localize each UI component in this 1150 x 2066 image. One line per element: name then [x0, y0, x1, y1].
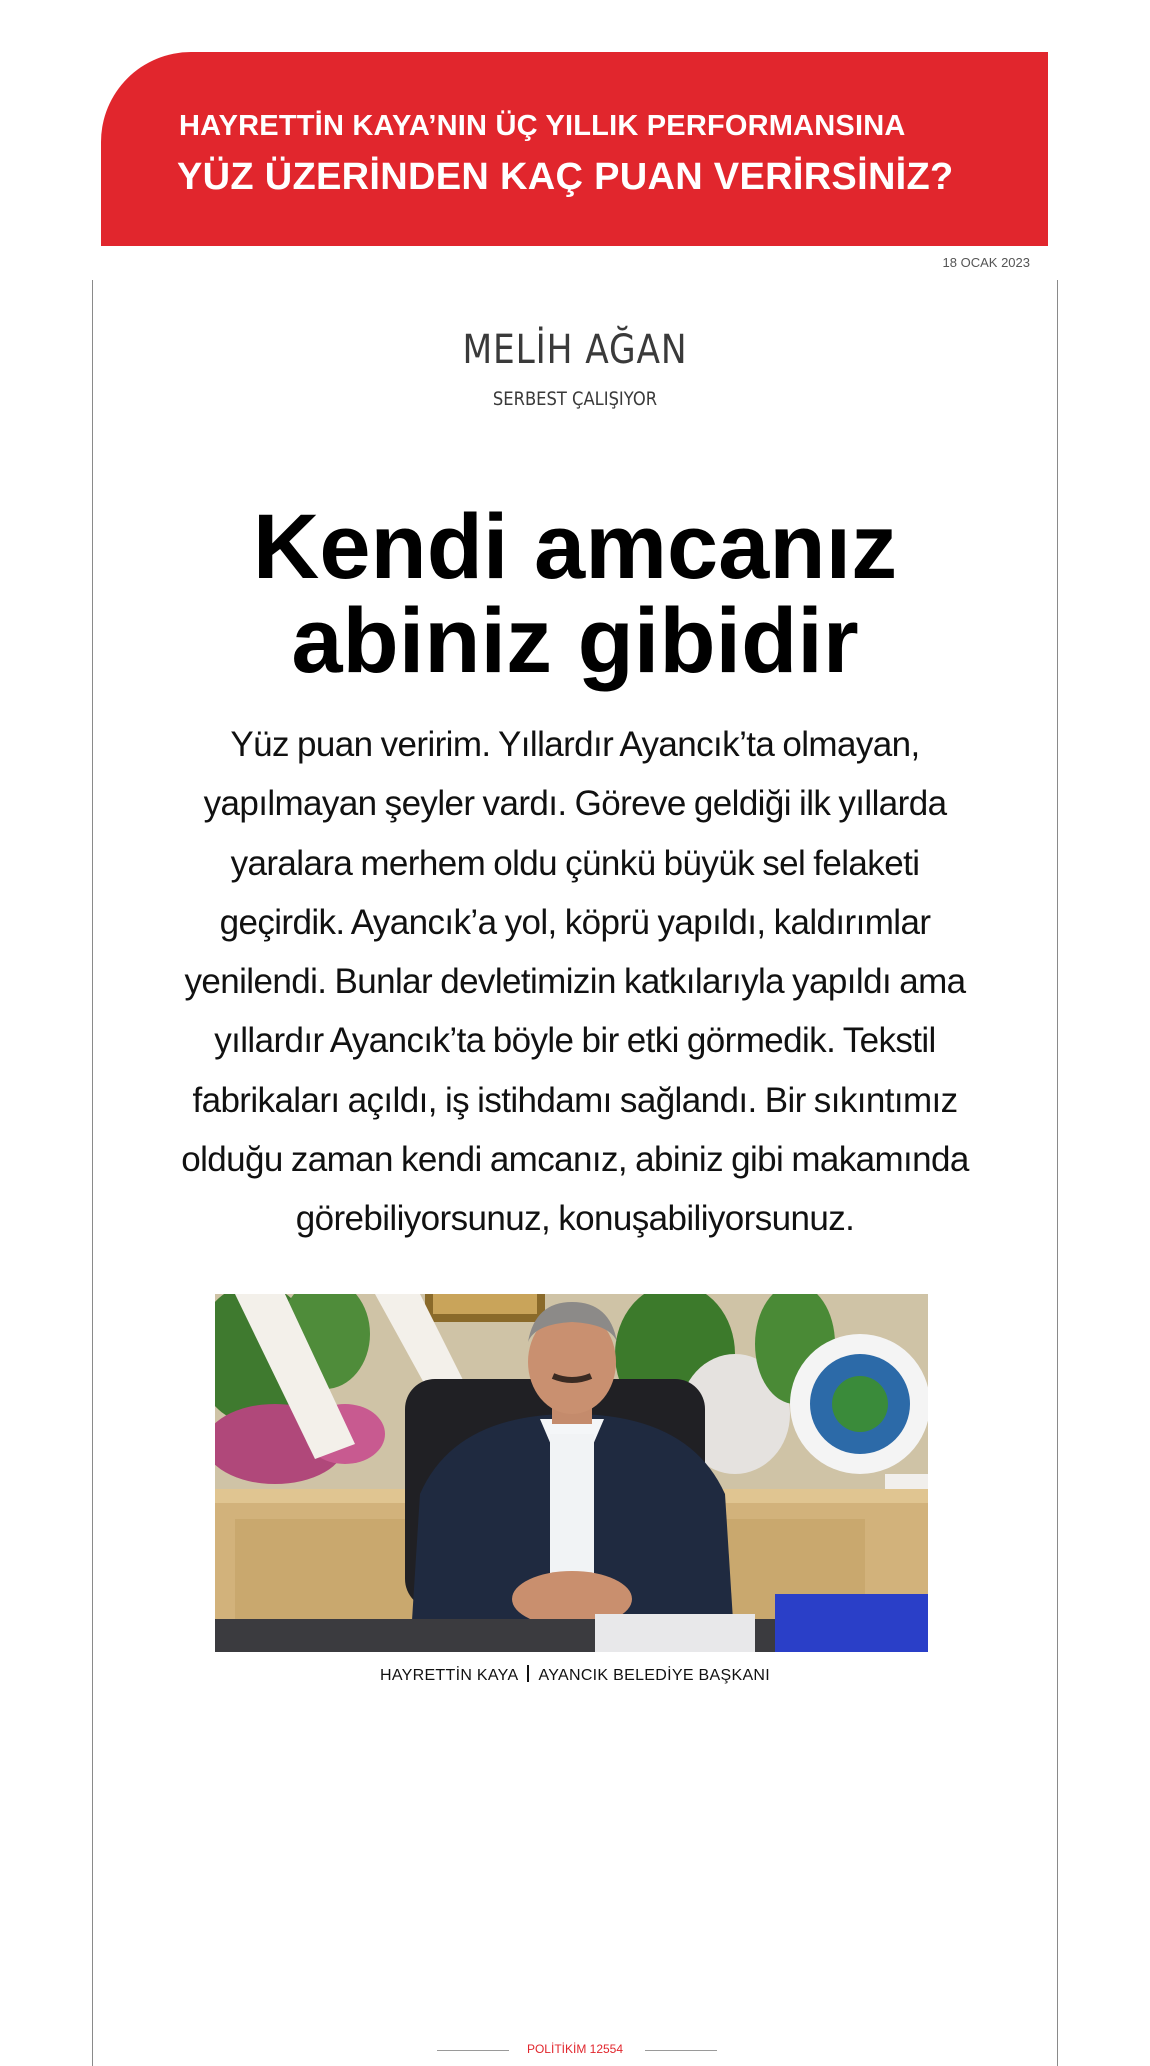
portrait-photo [215, 1294, 928, 1652]
portrait-photo-illustration [215, 1294, 928, 1652]
article-headline: Kendi amcanız abiniz gibidir [252, 496, 898, 692]
publish-date: 18 OCAK 2023 [942, 255, 1030, 270]
banner-question-line1: HAYRETTİN KAYA’NIN ÜÇ YILLIK PERFORMANSINA [179, 110, 906, 142]
article-body: Yüz puan veririm. Yıllardır Ayancık’ta olmayan, yapılmayan şeyler vardı. Göreve geldiği ilk yıllarda yaralara merhem oldu çünkü büyük sel felaketi geçirdik. Ayancık’a yol, köprü yapıldı, kaldırımlar yenilendi. Bunlar devletimizin katkılarıyla yapıldı ama yıllardır Ayancık’ta böyle bir etki görmedik. Tekstil fabrikaları açıldı, iş istihdamı sağlandı. Bir sıkıntımız olduğu zaman kendi amcanız, abiniz gibi makamında görebiliyorsunuz, konuşabiliyorsunuz. [181, 725, 969, 1239]
frame-border-left [92, 280, 93, 2066]
footer-page-label: POLİTİKİM 12554 [526, 2042, 624, 2056]
author-name: MELİH AĞAN [462, 327, 688, 373]
caption-person-name: HAYRETTİN KAYA [379, 1667, 519, 1684]
headline-banner [101, 52, 1048, 246]
caption-separator [527, 1665, 529, 1682]
frame-border-right [1057, 280, 1058, 2066]
caption-person-title: AYANCIK BELEDİYE BAŞKANI [538, 1667, 771, 1684]
author-role: SERBEST ÇALIŞIYOR [492, 388, 658, 410]
photo-caption [0, 1665, 1150, 1685]
banner-question-line2: YÜZ ÜZERİNDEN KAÇ PUAN VERİRSİNİZ? [177, 156, 954, 198]
